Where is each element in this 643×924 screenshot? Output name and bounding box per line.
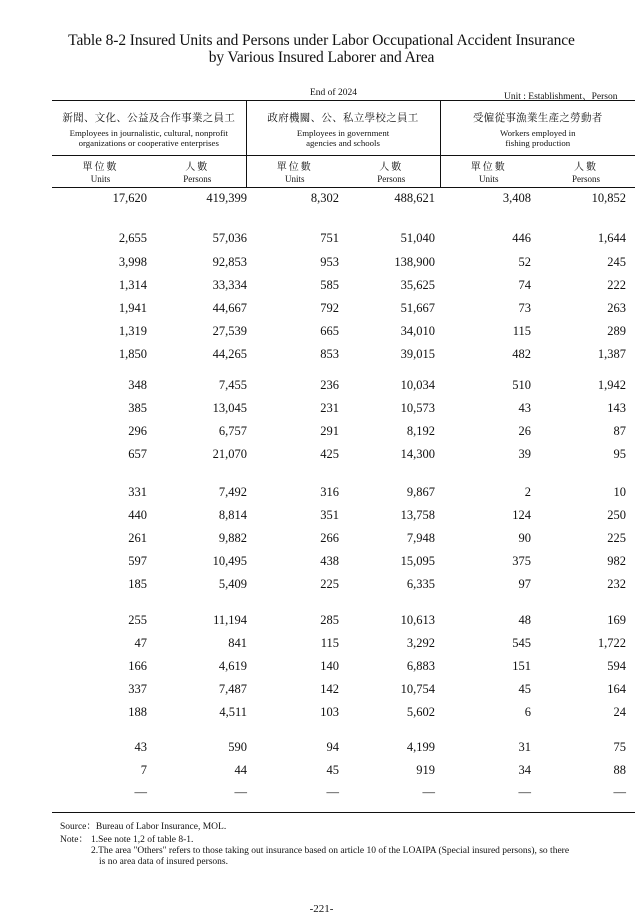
cell-persons: 225 bbox=[607, 531, 626, 545]
cell-persons: 35,625 bbox=[400, 278, 435, 292]
table-row bbox=[52, 785, 635, 805]
table-row bbox=[52, 378, 635, 398]
cell-units: 657 bbox=[128, 447, 147, 461]
note-label: Note： bbox=[60, 835, 88, 845]
table-row bbox=[52, 447, 635, 467]
cell-persons: 841 bbox=[228, 636, 247, 650]
cell-units: 43 bbox=[518, 401, 531, 415]
cell-units: 585 bbox=[320, 278, 339, 292]
cell-persons: 24 bbox=[613, 705, 626, 719]
table-row bbox=[52, 577, 635, 597]
cell-units: 266 bbox=[320, 531, 339, 545]
cell-units: — bbox=[326, 785, 339, 799]
cell-persons: 169 bbox=[607, 613, 626, 627]
cell-persons: 13,758 bbox=[400, 508, 435, 522]
cell-persons: — bbox=[234, 785, 247, 799]
cell-persons: 10,852 bbox=[591, 191, 626, 205]
cell-persons: 289 bbox=[607, 324, 626, 338]
cell-units: 74 bbox=[518, 278, 531, 292]
cell-units: 953 bbox=[320, 255, 339, 269]
cell-units: 3,998 bbox=[118, 255, 147, 269]
cell-units: 188 bbox=[128, 705, 147, 719]
cell-units: 261 bbox=[128, 531, 147, 545]
note-2: 2.The area "Others" refers to those taking out insurance based on article 10 of the LOAIPA (Special insured persons), so there bbox=[91, 846, 570, 856]
cell-persons: 1,942 bbox=[597, 378, 626, 392]
cell-persons: 10 bbox=[613, 485, 626, 499]
cell-persons: 8,192 bbox=[406, 424, 435, 438]
cell-persons: 44 bbox=[234, 763, 247, 777]
cell-units: 115 bbox=[320, 636, 339, 650]
cell-persons: 222 bbox=[607, 278, 626, 292]
cell-units: 482 bbox=[512, 347, 531, 361]
cell-units: 375 bbox=[512, 554, 531, 568]
cell-persons: 4,619 bbox=[218, 659, 247, 673]
group-en: Workers employed in fishing production bbox=[500, 128, 576, 148]
table-row bbox=[52, 324, 635, 344]
cell-units: 236 bbox=[320, 378, 339, 392]
cell-persons: 164 bbox=[607, 682, 626, 696]
cell-persons: 51,667 bbox=[400, 301, 435, 315]
cell-units: 665 bbox=[320, 324, 339, 338]
cell-persons: 7,455 bbox=[218, 378, 247, 392]
table-row bbox=[52, 508, 635, 528]
table-row bbox=[52, 682, 635, 702]
cell-units: 438 bbox=[320, 554, 339, 568]
cell-persons: 10,034 bbox=[400, 378, 435, 392]
cell-units: 446 bbox=[512, 231, 531, 245]
cell-units: 45 bbox=[326, 763, 339, 777]
cell-units: 8,302 bbox=[310, 191, 339, 205]
cell-persons: 1,387 bbox=[597, 347, 626, 361]
note-2-cont: is no area data of insured persons. bbox=[99, 857, 229, 867]
source-note: Source：Bureau of Labor Insurance, MOL. bbox=[60, 822, 227, 832]
cell-units: 185 bbox=[128, 577, 147, 591]
cell-persons: 594 bbox=[607, 659, 626, 673]
group-header-fishing bbox=[440, 101, 635, 156]
cell-units: 140 bbox=[320, 659, 339, 673]
cell-units: 45 bbox=[518, 682, 531, 696]
table-row bbox=[52, 613, 635, 633]
cell-units: 597 bbox=[128, 554, 147, 568]
cell-units: 151 bbox=[512, 659, 531, 673]
group-zh: 政府機關、公、私立學校之員工 bbox=[267, 112, 419, 124]
cell-units: 337 bbox=[128, 682, 147, 696]
cell-persons: 44,667 bbox=[212, 301, 247, 315]
cell-units: 48 bbox=[518, 613, 531, 627]
cell-units: 545 bbox=[512, 636, 531, 650]
table-row bbox=[52, 424, 635, 444]
subcol-persons: 人數 Persons bbox=[343, 156, 440, 188]
cell-persons: 15,095 bbox=[400, 554, 435, 568]
cell-persons: 232 bbox=[607, 577, 626, 591]
table-row bbox=[52, 485, 635, 505]
cell-units: — bbox=[518, 785, 531, 799]
cell-units: 792 bbox=[320, 301, 339, 315]
cell-units: 47 bbox=[134, 636, 147, 650]
cell-units: 510 bbox=[512, 378, 531, 392]
cell-units: 31 bbox=[518, 740, 531, 754]
page-number: -221- bbox=[309, 903, 334, 915]
table-row bbox=[52, 231, 635, 251]
cell-units: 34 bbox=[518, 763, 531, 777]
table-row bbox=[52, 191, 635, 211]
cell-persons: 51,040 bbox=[400, 231, 435, 245]
cell-persons: 14,300 bbox=[400, 447, 435, 461]
table-row bbox=[52, 401, 635, 421]
cell-persons: 7,492 bbox=[218, 485, 247, 499]
cell-persons: — bbox=[613, 785, 626, 799]
cell-persons: 88 bbox=[613, 763, 626, 777]
cell-persons: 919 bbox=[416, 763, 435, 777]
cell-units: 751 bbox=[320, 231, 339, 245]
cell-units: 225 bbox=[320, 577, 339, 591]
cell-units: 348 bbox=[128, 378, 147, 392]
cell-persons: 6,757 bbox=[218, 424, 247, 438]
title-line-2: by Various Insured Laborer and Area bbox=[208, 49, 435, 66]
cell-units: 26 bbox=[518, 424, 531, 438]
cell-persons: 21,070 bbox=[212, 447, 247, 461]
cell-persons: 27,539 bbox=[212, 324, 247, 338]
table-row bbox=[52, 554, 635, 574]
table-header bbox=[52, 100, 635, 188]
cell-persons: 4,511 bbox=[219, 705, 247, 719]
cell-units: 2,655 bbox=[118, 231, 147, 245]
cell-units: 52 bbox=[518, 255, 531, 269]
group-en: Employees in government agencies and schools bbox=[296, 128, 390, 148]
cell-units: 2 bbox=[524, 485, 531, 499]
cell-units: 255 bbox=[128, 613, 147, 627]
cell-units: 440 bbox=[128, 508, 147, 522]
cell-units: 166 bbox=[128, 659, 147, 673]
cell-units: 17,620 bbox=[112, 191, 147, 205]
subcol-persons: 人數 Persons bbox=[149, 156, 246, 188]
cell-persons: 92,853 bbox=[212, 255, 247, 269]
cell-persons: 95 bbox=[613, 447, 626, 461]
cell-units: 1,850 bbox=[118, 347, 147, 361]
group-header-journalistic bbox=[52, 101, 246, 156]
table-row bbox=[52, 301, 635, 321]
cell-persons: 138,900 bbox=[394, 255, 435, 269]
subcol-units: 單位數 Units bbox=[246, 156, 343, 188]
cell-units: 385 bbox=[128, 401, 147, 415]
cell-persons: 3,292 bbox=[406, 636, 435, 650]
cell-persons: 33,334 bbox=[212, 278, 247, 292]
cell-persons: 57,036 bbox=[212, 231, 247, 245]
cell-persons: 982 bbox=[607, 554, 626, 568]
cell-persons: 13,045 bbox=[212, 401, 247, 415]
table-title bbox=[0, 32, 643, 66]
table-row bbox=[52, 636, 635, 656]
cell-persons: 7,487 bbox=[218, 682, 247, 696]
group-header-government bbox=[246, 101, 440, 156]
cell-persons: 10,573 bbox=[400, 401, 435, 415]
cell-units: 7 bbox=[140, 763, 147, 777]
table-row bbox=[52, 659, 635, 679]
cell-persons: 263 bbox=[607, 301, 626, 315]
cell-persons: 250 bbox=[607, 508, 626, 522]
table-row bbox=[52, 347, 635, 367]
table-row bbox=[52, 255, 635, 275]
cell-persons: — bbox=[422, 785, 435, 799]
cell-persons: 39,015 bbox=[400, 347, 435, 361]
cell-persons: 9,882 bbox=[218, 531, 247, 545]
cell-persons: 6,883 bbox=[406, 659, 435, 673]
cell-persons: 87 bbox=[613, 424, 626, 438]
subcol-units: 單位數 Units bbox=[440, 156, 537, 188]
cell-persons: 11,194 bbox=[213, 613, 247, 627]
cell-units: 3,408 bbox=[502, 191, 531, 205]
cell-persons: 10,495 bbox=[212, 554, 247, 568]
footer-rule bbox=[52, 812, 635, 813]
cell-units: 103 bbox=[320, 705, 339, 719]
cell-persons: 5,409 bbox=[218, 577, 247, 591]
cell-units: 1,941 bbox=[118, 301, 147, 315]
cell-persons: 1,722 bbox=[597, 636, 626, 650]
cell-persons: 10,754 bbox=[400, 682, 435, 696]
cell-persons: 1,644 bbox=[597, 231, 626, 245]
group-zh: 新聞、文化、公益及合作事業之員工 bbox=[62, 112, 236, 124]
cell-units: 124 bbox=[512, 508, 531, 522]
cell-units: 231 bbox=[320, 401, 339, 415]
cell-persons: 6,335 bbox=[406, 577, 435, 591]
cell-persons: 590 bbox=[228, 740, 247, 754]
cell-units: 331 bbox=[128, 485, 147, 499]
cell-units: 425 bbox=[320, 447, 339, 461]
cell-units: 90 bbox=[518, 531, 531, 545]
cell-persons: 75 bbox=[613, 740, 626, 754]
cell-units: 351 bbox=[320, 508, 339, 522]
cell-units: 142 bbox=[320, 682, 339, 696]
cell-persons: 10,613 bbox=[400, 613, 435, 627]
cell-units: 43 bbox=[134, 740, 147, 754]
cell-persons: 7,948 bbox=[406, 531, 435, 545]
cell-units: 73 bbox=[518, 301, 531, 315]
cell-units: 97 bbox=[518, 577, 531, 591]
cell-units: 1,314 bbox=[118, 278, 147, 292]
cell-persons: 419,399 bbox=[206, 191, 247, 205]
cell-persons: 4,199 bbox=[406, 740, 435, 754]
table-row bbox=[52, 763, 635, 783]
cell-persons: 34,010 bbox=[400, 324, 435, 338]
subcol-units: 單位數 Units bbox=[52, 156, 149, 188]
cell-units: 94 bbox=[326, 740, 339, 754]
cell-persons: 488,621 bbox=[394, 191, 435, 205]
cell-units: 6 bbox=[524, 705, 531, 719]
cell-persons: 9,867 bbox=[406, 485, 435, 499]
table-row bbox=[52, 278, 635, 298]
cell-units: 316 bbox=[320, 485, 339, 499]
cell-units: 1,319 bbox=[118, 324, 147, 338]
table-row bbox=[52, 531, 635, 551]
cell-persons: 8,814 bbox=[218, 508, 247, 522]
period-label: End of 2024 bbox=[310, 88, 357, 98]
subcol-persons: 人數 Persons bbox=[537, 156, 635, 188]
cell-persons: 245 bbox=[607, 255, 626, 269]
cell-units: 853 bbox=[320, 347, 339, 361]
cell-units: 291 bbox=[320, 424, 339, 438]
cell-units: 296 bbox=[128, 424, 147, 438]
cell-units: 285 bbox=[320, 613, 339, 627]
cell-units: 39 bbox=[518, 447, 531, 461]
cell-persons: 5,602 bbox=[406, 705, 435, 719]
unit-label: Unit : Establishment、Person bbox=[504, 92, 618, 102]
group-en: Employees in journalistic, cultural, nonprofit organizations or cooperative enterprises bbox=[69, 128, 228, 148]
table-row bbox=[52, 740, 635, 760]
table-row bbox=[52, 705, 635, 725]
cell-persons: 44,265 bbox=[212, 347, 247, 361]
title-line-1: Table 8-2 Insured Units and Persons under Labor Occupational Accident Insurance bbox=[68, 32, 575, 49]
cell-units: — bbox=[134, 785, 147, 799]
group-zh: 受僱從事漁業生產之勞動者 bbox=[472, 112, 603, 124]
cell-persons: 143 bbox=[607, 401, 626, 415]
cell-units: 115 bbox=[512, 324, 531, 338]
note-1: 1.See note 1,2 of table 8-1. bbox=[91, 835, 194, 845]
